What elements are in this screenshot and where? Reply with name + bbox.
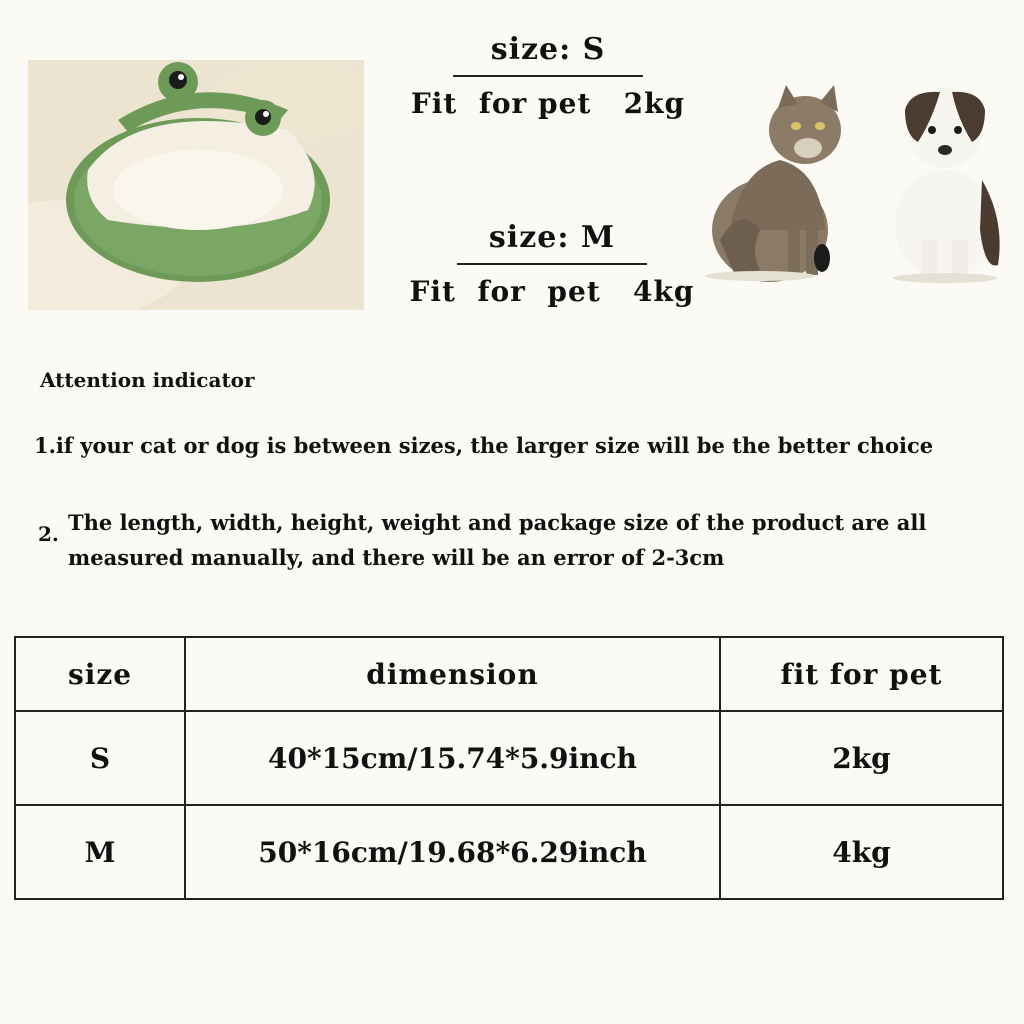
divider — [453, 75, 643, 77]
header-dimension: dimension — [185, 637, 720, 711]
cat-and-puppy-illustration — [700, 80, 1010, 290]
cell-size: S — [15, 711, 185, 805]
size-m-block — [398, 220, 706, 308]
cell-fit-for-pet: 4kg — [720, 805, 1003, 899]
attention-note-2-number: 2. — [38, 522, 59, 546]
cell-dimension: 50*16cm/19.68*6.29inch — [185, 805, 720, 899]
attention-note-1: 1.if your cat or dog is between sizes, the larger size will be the better choice — [34, 433, 934, 458]
table-header-row — [15, 637, 1003, 711]
cell-fit-for-pet: 2kg — [720, 711, 1003, 805]
cell-size: M — [15, 805, 185, 899]
size-s-title: size: S — [490, 32, 606, 67]
divider — [457, 263, 647, 265]
table-row — [15, 805, 1003, 899]
product-photo — [28, 60, 364, 310]
attention-heading: Attention indicator — [40, 368, 255, 392]
size-s-fit: Fit for pet 2kg — [410, 87, 686, 120]
header-size: size — [15, 637, 185, 711]
size-s-block — [398, 32, 698, 120]
puppy-figure — [893, 88, 1000, 283]
table-row — [15, 711, 1003, 805]
attention-note-2: The length, width, height, weight and package size of the product are all measured manually, and there will be an error of 2-3cm — [68, 510, 927, 570]
header-fit-for-pet: fit for pet — [720, 637, 1003, 711]
size-m-title: size: M — [488, 220, 616, 255]
size-spec-table — [14, 636, 1004, 900]
size-m-fit: Fit for pet 4kg — [409, 275, 695, 308]
cat-figure — [705, 85, 841, 282]
frog-bed-illustration — [28, 60, 364, 310]
cell-dimension: 40*15cm/15.74*5.9inch — [185, 711, 720, 805]
pets-photo — [700, 80, 1010, 290]
